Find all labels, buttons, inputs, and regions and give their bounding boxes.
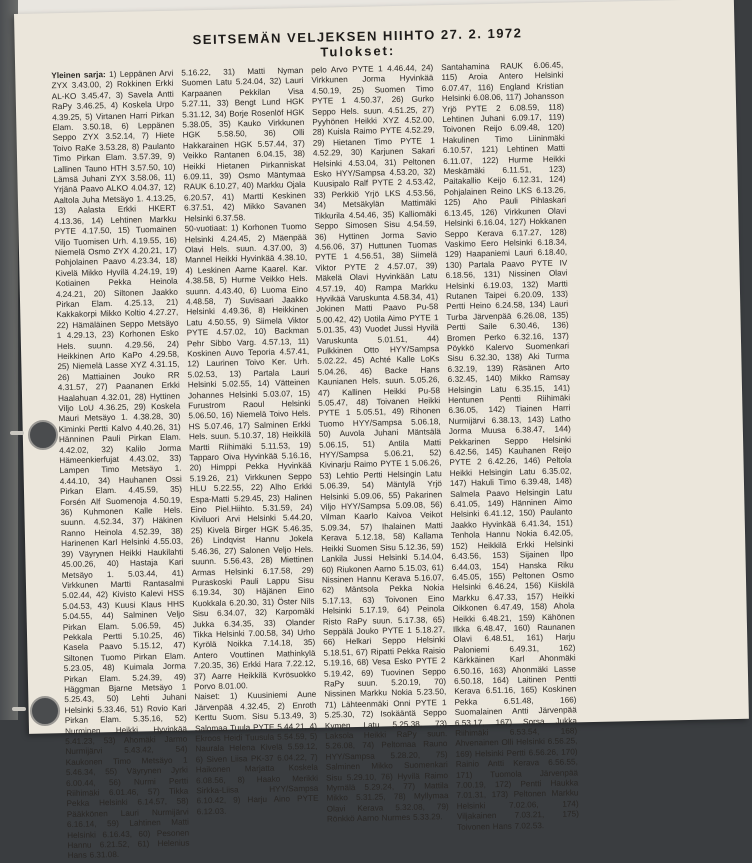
binder-hole-bottom — [30, 696, 60, 726]
binder-ring-bottom — [12, 707, 26, 711]
column-4-text: Santahamina RAUK 6.06.45, 115) Aroia Antero Helsinki 6.07.47, 116) England Kristian Helsinki 6.08.06, 117) Johansson Yrjö PYTE 2 6.08.59, 118) Lehtinen Juhani 6.09.17, 119) Toivonen Reijo 6.09.48, 120) Hakulinen Timo Liininmäki 6.10.57, 121) Lehtinen Matti 6.11.07, 122) Hurme Heikki Meskämäki 6.11.51, 123) Paitakallio Keijo 6.12.31, 124) Pohjalainen Reino LKS 6.13.26, 125) Aho Pauli Pihlaskari 6.13.45, 126) Virkkunen Olavi Helsinki 6.16.04, 127) Hokkanen Seppo Kerava 6.17.27, 128) Vaskimo Eero Helsinki 6.18.34, 129) Haapaniemi Lauri 6.18.40, 130) Partala Paavo PYTE IV 6.18.56, 131) Nissinen Olavi Helsinki 6.19.03, 132) Martti Rutanen Taipei 6.20.09, 133) Pertti Heino 6.24.58, 134) Lauri Turba Järvenpää 6.26.08, 135) Pertti Saile 6.30.46, 136) Bromen Perko 6.32.16, 137) Pöykkö Kalervo Suomenkari Sisu 6.32.30, 138) Aki Turma 6.32.19, 139) Räsänen Arto 6.32.45, 140) Mikko Ramsay Helsingin Latu 6.35.15, 141) Hentunen Pentti Riihimäki 6.36.05, 142) Tiainen Harri Nurmijärvi 6.38.13, 143) Latho Jorma Muusa 6.38.47, 144) Pekkarinen Seppo Helsinki 6.42.56, 145) Kauhanen Reijo PYTE 2 6.42.26, 146) Peltola Heikki Helsingin Latu 6.35.02, 147) Hakuli Timo 6.39.48, 148) Salmela Paavo Helsingin Latu 6.41.05, 149) Hänninen Aimo Helsinki 6.41.12, 150) Paulanto Jaakko Hyvinkää 6.41.34, 151) Tenhola Hannu Nokia 6.42.05, 152) Heikkilä Erkki Helsinki 6.43.56, 153) Sijainen Ilpo 6.44.03, 154) Hanska Riku 6.45.05, 155) Peltonen Osmo Helsinki 6.46.24, 156) Kiiskilä Markku 6.47.33, 157) Heikki Oikkonen 6.47.49, 158) Ahola Heikki 6.48.21, 159) Kähönen Ilkka 6.48.47, 160) Raunanen Olavi 6.48.51, 161) Harju Paloniemi 6.49.31, 162) Kärkkäinen Karl Ahonmäki 6.50.16, 163) Ahonmäki Lasse 6.50.18, 164) Laitinen Pentti Kerava 6.51.16, 165) Koskinen Pekka 6.51.48, 166) Suomalainen Antti Järvenpää 6.53.17, 167) Sorsa Jukka Riihimäki 6.53.54, 168) Ahvenainen Olli Helsinki 6.56.25, 169) Helsinki Pertti 6.56.26, 170) Rainio Antti Kerava 6.56.55, 171) Tuomola Järvenpää 7.00.19, 172) Pentti Haukka 7.01.31, 173) Peltonen Markku Helsinki 7.02.06, 174) Viljakainen 7.03.21, 175) Toivonen Hans 7.02.53. — [441, 60, 579, 832]
results-column-4 — [441, 60, 579, 832]
results-columns — [51, 57, 749, 861]
results-column-2 — [181, 65, 319, 817]
results-column-1 — [51, 68, 190, 861]
binder-hole-top — [28, 420, 58, 450]
column-3-text: pelo Arvo PYTE 1 4.46.44, 24) Virkkunen Jorma Hyvinkää 4.50.19, 25) Suomen Timo PYTE 1 4.50.37, 26) Gurko Seppo Hels. suun. 4.51.25, 27) Pyyhönen Heikki XYZ 4.52.00, 28) Kuisla Raimo PYTE 4.52.29, 29) Hietanen Timo PYTE 1 4.52.29, 30) Karjunen Sakari Helsinki 4.53.04, 31) Peltonen Esko HYY/Sampsa 4.53.20, 32) Kuusipalo Ralf PYTE 2 4.53.42, 33) Perkkiö Yrjö LKS 4.53.56, 34) Metsäkylän Mattimäki Tikkurila 4.54.46, 35) Kalliomäki Seppo Simosen Sisu 4.54.59, 36) Hyttinen Jorma Savio 4.56.06, 37) Huttunen Tuomas PYTE 1 4.56.51, 38) Siimelä Viktor PYTE 2 4.57.07, 39) Mäkelä Olavi Hyvinkään Latu 4.57.19, 40) Rampa Markku Hyvikää Varuskunta 4.58.34, 41) Jokinen Matti Paavo Pu-58 5.00.42, 42) Uotila Aimo PYTE 1 5.01.35, 43) Vuodet Jussi Hyvilä Varuskunta 5.01.51, 44) Pulkkinen Otto HYY/Sampsa 5.02.22, 45) Achté Kalle LoKs 5.04.26, 46) Backe Hans Kaunianen Hels. suun. 5.05.26, 47) Kallinen Heikki Pu-58 5.05.47, 48) Toivanen Heikki PYTE 1 5.05.51, 49) Rihonen Tuomo HYY/Sampsa 5.06.18, 50) Auvola Juhani Mäntsälä 5.06.15, 51) Antila Matti HYY/Sampsa 5.06.21, 52) Kivinarju Raimo PYTE 1 5.06.26, 53) Lehtio Pertti Helsingin Latu 5.06.39, 54) Mäntylä Yrjö Helsinki 5.09.06, 55) Pakarinen Viljo HYY/Sampsa 5.09.08, 56) Vilman Kaarlo Kaivoa Veikot 5.09.34, 57) Ihalainen Matti Kerava 5.12.18, 58) Kallama Heikki Suomen Sisu 5.12.36, 59) Lankila Jussi Helsinki 5.14.04, 60) Riukonen Aarno 5.15.03, 61) Nissinen Hannu Kerava 5.16.07, 62) Mäntsola Pekka Nokia 5.17.13, 63) Toivonen Eino Helsinki 5.17.19, 64) Peinola Risto RaPy suun. 5.17.38, 65) Seppälä Jouko PYTE 1 5.18.27, 66) Helkari Seppo Helsinki 5.18.51, 67) Ripatti Pekka Raisio 5.19.16, 68) Vesa Esko PYTE 2 5.19.42, 69) Tuovinen Seppo RaPy suun. 5.20.19, 70) Nissinen Markku Nokia 5.23.50, 71) Lähteenmäki Onni PYTE 1 5.25.30, 72) Isokääntä Seppo Kymen Latu 5.25.38, 73) Laksola Heikki RaPy suun. 5.26.08, 74) Peltomaa Rauno HYY/Sampsa 5.28.20, 75) Salminen Mikko Suomenkari Sisu 5.29.10, 76) Hyvilä Raimo Myrnälä 5.29.24, 77) Mattila Mikko 5.31.25, 78) Myllymaa Olavi Kerava 5.32.08, 79) Rönkkö Aarno Nurmes 5.33.29. — [311, 63, 449, 824]
sheet-content — [50, 15, 749, 861]
results-column-3 — [311, 63, 449, 824]
column-2-text: 5.16.22, 31) Matti Nyman Suomen Latu 5.24.04, 32) Lauri Karpaanen Pekkilan Visa 5.27.11, 33) Bengt Lund HGK 5.31.12, 34) Borje Rosenlöf HGK 5.38.05, 35) Kauko Virkkunen HGK 5.58.50, 36) Olli Hakkarainen HGK 5.57.44, 37) Veikko Rantanen 6.04.15, 38) Heikki Hietanen Pirkanniskat 6.09.11, 39) Osmo Mäntymaa RAUK 6.10.27, 40) Markku Ojala 6.20.57, 41) Martti Keskinen 6.37.51, 42) Mikko Savanen Helsinki 6.37.58. 50-vuotiaat: 1) Korhonen Tuomo Helsinki 4.24.45, 2) Mäenpää Olavi Hels. suun. 4.37.00, 3) Mannel Heikki Hyvinkää 4.38.10, 4) Leskinen Aarne Kaarel. Kar. 4.38.58, 5) Hurme Veikko Hels. suunn. 4.43.40, 6) Luoma Eino 4.48.58, 7) Suvisaari Jaakko Helsinki 4.49.36, 8) Heikkinen Latu 4.50.55, 9) Siimelä Viktor PYTE 4.57.02, 10) Backman Pehr Sibbo Varg. 4.57.13, 11) Koskinen Auvo Teporia 4.57.41, 12) Laurinen Toivo Ker. Urh. 5.02.53, 13) Partala Lauri Helsinki 5.02.55, 14) Vätteinen Johannes Helsinki 5.03.07, 15) Furustrom Raoul Helsinki 5.06.50, 16) Niemelä Toivo Hels. HS 5.07.46, 17) Salminen Erkki Hels. suun. 5.10.37, 18) Heikkilä Martti Riihimäki 5.11.53, 19) Tapparo Oiva Hyvinkää 5.16.16, 20) Himppi Pekka Hyvinkää 5.19.26, 21) Virkkunen Seppo HLU 5.22.55, 22) Alho Erkki Espa-Matti 5.29.45, 23) Halinen Eino Piel.Hiihto. 5.31.59, 24) Kiviluori Arvi Helsinki 5.44.20, 25) Kivelä Birger HGK 5.46.35, 26) Lindqvist Hannu Jokela 5.46.36, 27) Salonen Veljo Hels. suunn. 5.56.43, 28) Miettinen Armas Helsinki 6.17.58, 29) Puraskoski Pauli Lappu Sisu 6.19.34, 30) Häjänen Eino Kuokkala 6.20.30, 31) Öster Nils Sisu 6.34.07, 32) Karpomäki Jukka 6.34.35, 33) Olander Tikka Helsinki 7.00.58, 34) Urho Kyrölä Noikka 7.14.18, 35) Antero Vouttinen Mathinkylä 7.20.35, 36) Erkki Hara 7.22.12, 37) Aarre Heikkilä Kvrösuokko Porvo 8.01.00. Naiset: 1) Kuusiniemi Aune Järvenpää 4.32.45, 2) Enroth Kerttu Suom. Sisu 5.13.49, 3) Salomaa Tuula PYTE 5.44.21, 4) Ekroos Heidi Tuusula 5.54.59, 5) Naurala Helena Kivelä 5.59.12, 6) Siven Liisa PK-37 6.04.22, 7) Haikonen Marjatta Koskela 6.08.56, 8) Haako Merikki Sirkka-Liisa HYY/Sampsa 6.10.42, 9) Harju Aino PYTE 6.12.03. — [181, 65, 319, 817]
page-title: SEITSEMÄN VELJEKSEN HIIHTO 27. 2. 1972 — [192, 25, 523, 48]
column-1-text: 1) Leppänen Arvi ZYX 3.43.00, 2) Rokkinen Erkki AL-KO 3.45.47, 3) Savela Antti RaPy 3.46.25, 4) Koskela Urpo 4.39.25, 5) Virtanen Harri Pirkan Elam. 3.50.18, 6) Leppänen Seppo ZYX 3.52.14, 7) Hiete Toivo RaKe 3.53.28, 8) Paulanto Timo Pirkan Elam. 3.57.39, 9) Lallinen Tauno HTH 3.57.50, 10) Lämsä Juhani ZYX 3.58.06, 11) Yrjänä Paavo ALKO 4.04.37, 12) Aaltola Juha Metsäyo 1. 4.13.25, 13) Aalasta Erkki HKERT 4.13.36, 14) Lehtinen Markku PYTE 4.17.50, 15) Tuomainen Viljo Tuomisen Urh. 4.19.55, 16) Niemelä Osmo ZYX 4.20.21, 17) Pohjolainen Paavo 4.23.34, 18) Kivelä Mikko Hyvilä 4.24.19, 19) Kotiainen Pekka Heinola 4.24.21, 20) Siltonen Jaakko Pirkan Elam. 4.25.13, 21) Kakkakorpi Mikko Koltio 4.27.27, 22) Hämäläinen Seppo Metsäyo 1 4.29.13, 23) Korhonen Esko Hels. suunn. 4.29.56, 24) Heikkinen Arto KaPo 4.29.58, 25) Niemelä Lasse XYZ 4.31.15, 26) Mattiainen Jouko RR 4.31.57, 27) Paananen Erkki Haalahuan 4.32.01, 28) Hyttinen Viljo LoU 4.36.25, 29) Koskela Mauri Metsäyo 1. 4.38.28, 30) Kiminki Pertti Kalvo 4.40.26, 31) Hänninen Pauli Pirkan Elam. 4.42.02, 32) Kalilo Jorma Hämeenkierfujat 4.43.02, 33) Lampen Timo Metsäyo 1. 4.44.10, 34) Hauhanen Ossi Pirkan Elam. 4.45.59, 35) Forsén Alf Suomenoja 4.50.19, 36) Kuhmonen Kalle Hels. suunn. 4.52.34, 37) Häkinen Ranno Heinola 4.52.39, 38) Harinenen Karl Helsinki 4.55.03, 39) Väyrynen Heikki Haukilahti 45.00.26, 40) Hastaja Kari Metsäyo 1. 5.03.44, 41) Virkkunen Martti Rantasalmi 5.02.44, 42) Kivisto Kalevi HSS 5.04.53, 43) Kuusi Klaus HHS 5.04.55, 44) Salminen Veljo Pirkan Elam. 5.06.59, 45) Pekkala Pertti 5.10.25, 46) Kasela Paavo 5.15.12, 47) Siltonen Tuomo Pirkan Elam. 5.23.05, 48) Kuimala Jorma Pirkan Elam. 5.24.39, 49) Häggman Bjarne Metsäyo 1 5.25.43, 50) Lehti Juhani Helsinki 5.33.46, 51) Rovio Kari Pirkan Elam. 5.35.16, 52) Nurminen Heikki Hyvinkää 5.41.23, 53) Ahomäki Jarmo Nurmijärvi 5.43.42, 54) Kaukonen Timo Metsäyo 1 5.46.34, 55) Väyrynen Jyrki 6.00.44, 56) Nurmi Pertti Riihimäki 6.01.46, 57) Tikka Pekka Helsinki 6.14.57, 58) Pääkkönen Lauri Nurmijärvi 6.16.14, 59) Lahtinen Matti Helsinki 6.16.43, 60) Pesonen Hannu 6.21.52, 61) Helenius Hans 6.31.08. — [51, 68, 190, 861]
column-1-heading: Yleinen sarja: — [51, 70, 106, 81]
page-subtitle: Tulokset: — [320, 43, 396, 60]
binder-ring-top — [10, 431, 24, 435]
results-sheet — [14, 0, 749, 861]
